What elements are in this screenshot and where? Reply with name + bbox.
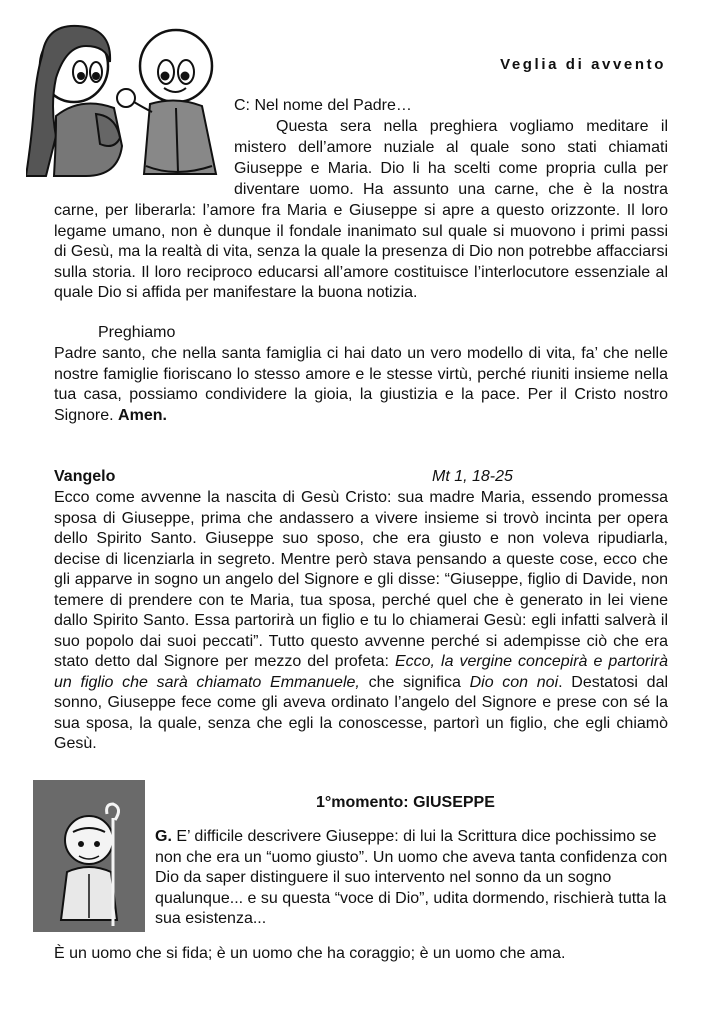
intro-line: diventare uomo. Ha assunto una carne, che è la nostra (234, 181, 668, 198)
moment-paragraph (155, 827, 671, 930)
gospel-label: Vangelo (54, 468, 116, 485)
gospel-god-with-us: Dio con noi (469, 673, 559, 691)
prayer-text: Padre santo, che nella santa famiglia ci hai dato un vero modello di vita, fa’ che nelle nostre famiglie fioriscano lo stesso amore e le stesse virtù, perché riuniti insieme nella tua casa, possiamo condividere la gioia, la giustizia e la pace. Per il Cristo nostro Signore. (54, 345, 668, 424)
mary-joseph-cartoon-icon (26, 16, 230, 184)
intro-line: mistero dell’amore nuziale al quale sono stati chiamati (234, 139, 668, 156)
joseph-with-staff-icon (33, 780, 145, 932)
intro-invocation: C: Nel nome del Padre… (234, 97, 412, 114)
intro-line: Giuseppe e Maria. Dio li ha scelti come propria culla per (234, 160, 668, 177)
page-title: Veglia di avvento (500, 56, 666, 73)
gospel-prophecy: Ecco, la vergine concepirà e partorirà un figlio che sarà chiamato Emmanuele, (54, 653, 668, 691)
prayer-heading: Preghiamo (98, 324, 176, 341)
prayer-paragraph (54, 344, 668, 426)
gospel-reference: Mt 1, 18-25 (432, 468, 513, 485)
moment-text: E’ difficile descrivere Giuseppe: di lui la Scrittura dice pochissimo se non che era un “uomo giusto”. Un uomo che aveva tanta confidenza con Dio da saper distinguere il suo intervento nel sonno da un sogno qualunque... e su questa “voce di Dio”, udita dormendo, rischierà tutta la sua esistenza... (155, 828, 668, 927)
gospel-paragraph (54, 488, 668, 755)
prayer-amen: Amen. (118, 406, 167, 424)
moment-title: 1°momento: GIUSEPPE (316, 794, 495, 811)
gospel-text-part1: Ecco come avvenne la nascita di Gesù Cristo: sua madre Maria, essendo promessa sposa di Giuseppe, prima che andassero a vivere insieme si trovò incinta per opera dello Spirito Santo. Giuseppe suo sposo, che era giusto e non voleva ripudiarla, decise di licenziarla in segreto. Mentre però stava pensando a queste cose, ecco che gli apparve in sogno un angelo del Signore e gli disse: “Giuseppe, figlio di Davide, non temere di prendere con te Maria, tua sposa, perché quel che è generato in lei viene dallo Spirito Santo. Essa partorirà un figlio e tu lo chiamerai Gesù: egli infatti salverà il suo popolo dai suoi peccati”. Tutto questo avvenne perché si adempisse ciò che era stato detto dal Signore per mezzo del profeta: (54, 489, 668, 670)
moment-closing: È un uomo che si fida; è un uomo che ha coraggio; è un uomo che ama. (54, 945, 566, 962)
moment-speaker: G. (155, 828, 172, 845)
intro-line: Questa sera nella preghiera vogliamo meditare il (276, 118, 668, 135)
intro-paragraph: carne, per liberarla: l’amore fra Maria e Giuseppe si apre a questo orizzonte. Il loro legame umano, non è dunque il fondale inanimato sul quale si muovono i primi passi di Gesù, ma la realtà di vita, senza la quale la presenza di Dio non potrebbe affacciarsi sulla storia. Il loro reciproco educarsi all’amore costituisce l’interlocutore essenziale al quale Dio si affida per manifestare la buona notizia. (54, 202, 668, 301)
gospel-text-part3: . Destatosi dal sonno, Giuseppe fece come gli aveva ordinato l’angelo del Signore e prese con sé la sua sposa, la quale, senza che egli la conoscesse, partorì un figlio, che egli chiamò Gesù. (54, 673, 669, 752)
gospel-text-part2: che significa (368, 673, 461, 691)
